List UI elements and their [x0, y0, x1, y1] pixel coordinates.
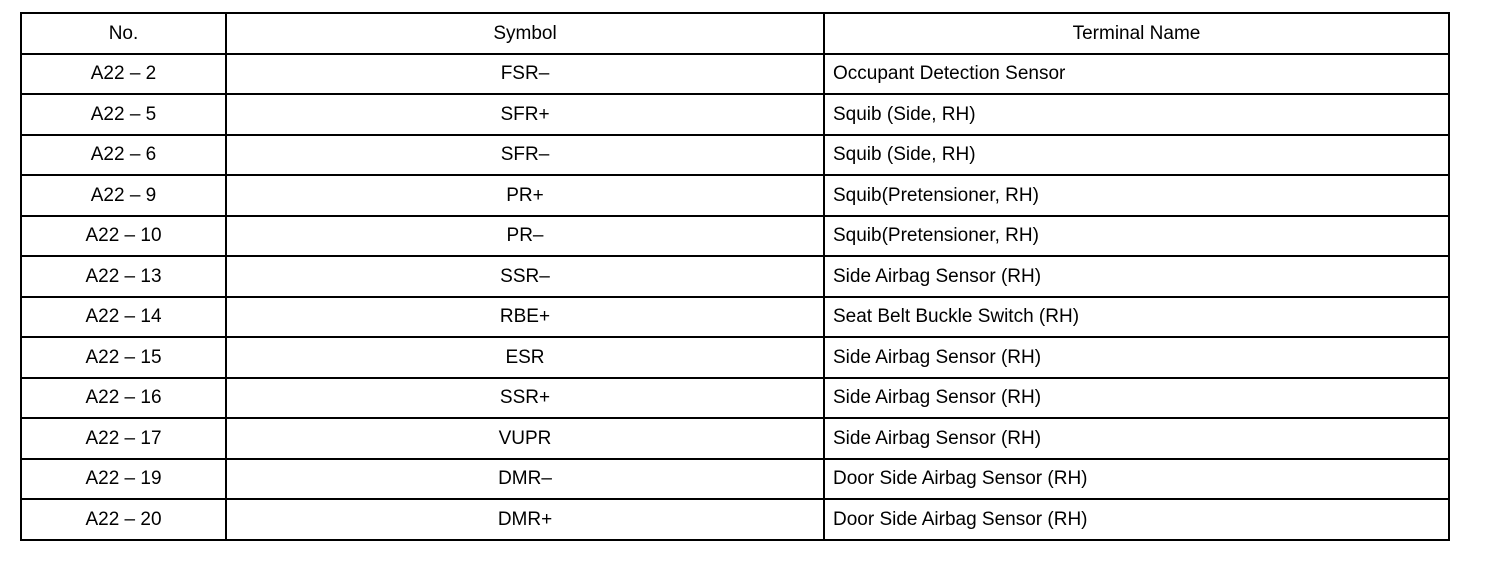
table-row [21, 499, 1449, 540]
table-row [21, 378, 1449, 419]
cell-terminal-name: Squib(Pretensioner, RH) [824, 175, 1449, 216]
cell-no: A22 – 16 [21, 378, 226, 419]
cell-symbol: DMR+ [226, 499, 824, 540]
cell-no: A22 – 15 [21, 337, 226, 378]
table-row [21, 459, 1449, 500]
header-symbol: Symbol [226, 13, 824, 54]
cell-symbol: SFR+ [226, 94, 824, 135]
cell-symbol: SFR– [226, 135, 824, 176]
table-row [21, 256, 1449, 297]
cell-no: A22 – 6 [21, 135, 226, 176]
cell-no: A22 – 2 [21, 54, 226, 95]
cell-no: A22 – 19 [21, 459, 226, 500]
table-row [21, 175, 1449, 216]
header-no: No. [21, 13, 226, 54]
cell-terminal-name: Squib (Side, RH) [824, 94, 1449, 135]
cell-no: A22 – 17 [21, 418, 226, 459]
cell-no: A22 – 9 [21, 175, 226, 216]
cell-symbol: VUPR [226, 418, 824, 459]
cell-symbol: RBE+ [226, 297, 824, 338]
cell-terminal-name: Door Side Airbag Sensor (RH) [824, 459, 1449, 500]
cell-no: A22 – 5 [21, 94, 226, 135]
cell-symbol: DMR– [226, 459, 824, 500]
cell-symbol: PR+ [226, 175, 824, 216]
table-row [21, 216, 1449, 257]
cell-terminal-name: Door Side Airbag Sensor (RH) [824, 499, 1449, 540]
cell-terminal-name: Side Airbag Sensor (RH) [824, 337, 1449, 378]
table-body [21, 54, 1449, 540]
table-row [21, 94, 1449, 135]
cell-terminal-name: Squib (Side, RH) [824, 135, 1449, 176]
header-terminal-name: Terminal Name [824, 13, 1449, 54]
table-row [21, 418, 1449, 459]
cell-terminal-name: Occupant Detection Sensor [824, 54, 1449, 95]
cell-no: A22 – 13 [21, 256, 226, 297]
table-row [21, 135, 1449, 176]
cell-symbol: ESR [226, 337, 824, 378]
table-row [21, 297, 1449, 338]
cell-symbol: FSR– [226, 54, 824, 95]
table-row [21, 337, 1449, 378]
cell-no: A22 – 20 [21, 499, 226, 540]
table-header-row [21, 13, 1449, 54]
cell-symbol: SSR– [226, 256, 824, 297]
cell-no: A22 – 14 [21, 297, 226, 338]
cell-symbol: SSR+ [226, 378, 824, 419]
terminal-table [20, 12, 1450, 541]
cell-terminal-name: Side Airbag Sensor (RH) [824, 256, 1449, 297]
cell-terminal-name: Side Airbag Sensor (RH) [824, 418, 1449, 459]
cell-no: A22 – 10 [21, 216, 226, 257]
cell-symbol: PR– [226, 216, 824, 257]
table-row [21, 54, 1449, 95]
cell-terminal-name: Seat Belt Buckle Switch (RH) [824, 297, 1449, 338]
cell-terminal-name: Side Airbag Sensor (RH) [824, 378, 1449, 419]
cell-terminal-name: Squib(Pretensioner, RH) [824, 216, 1449, 257]
